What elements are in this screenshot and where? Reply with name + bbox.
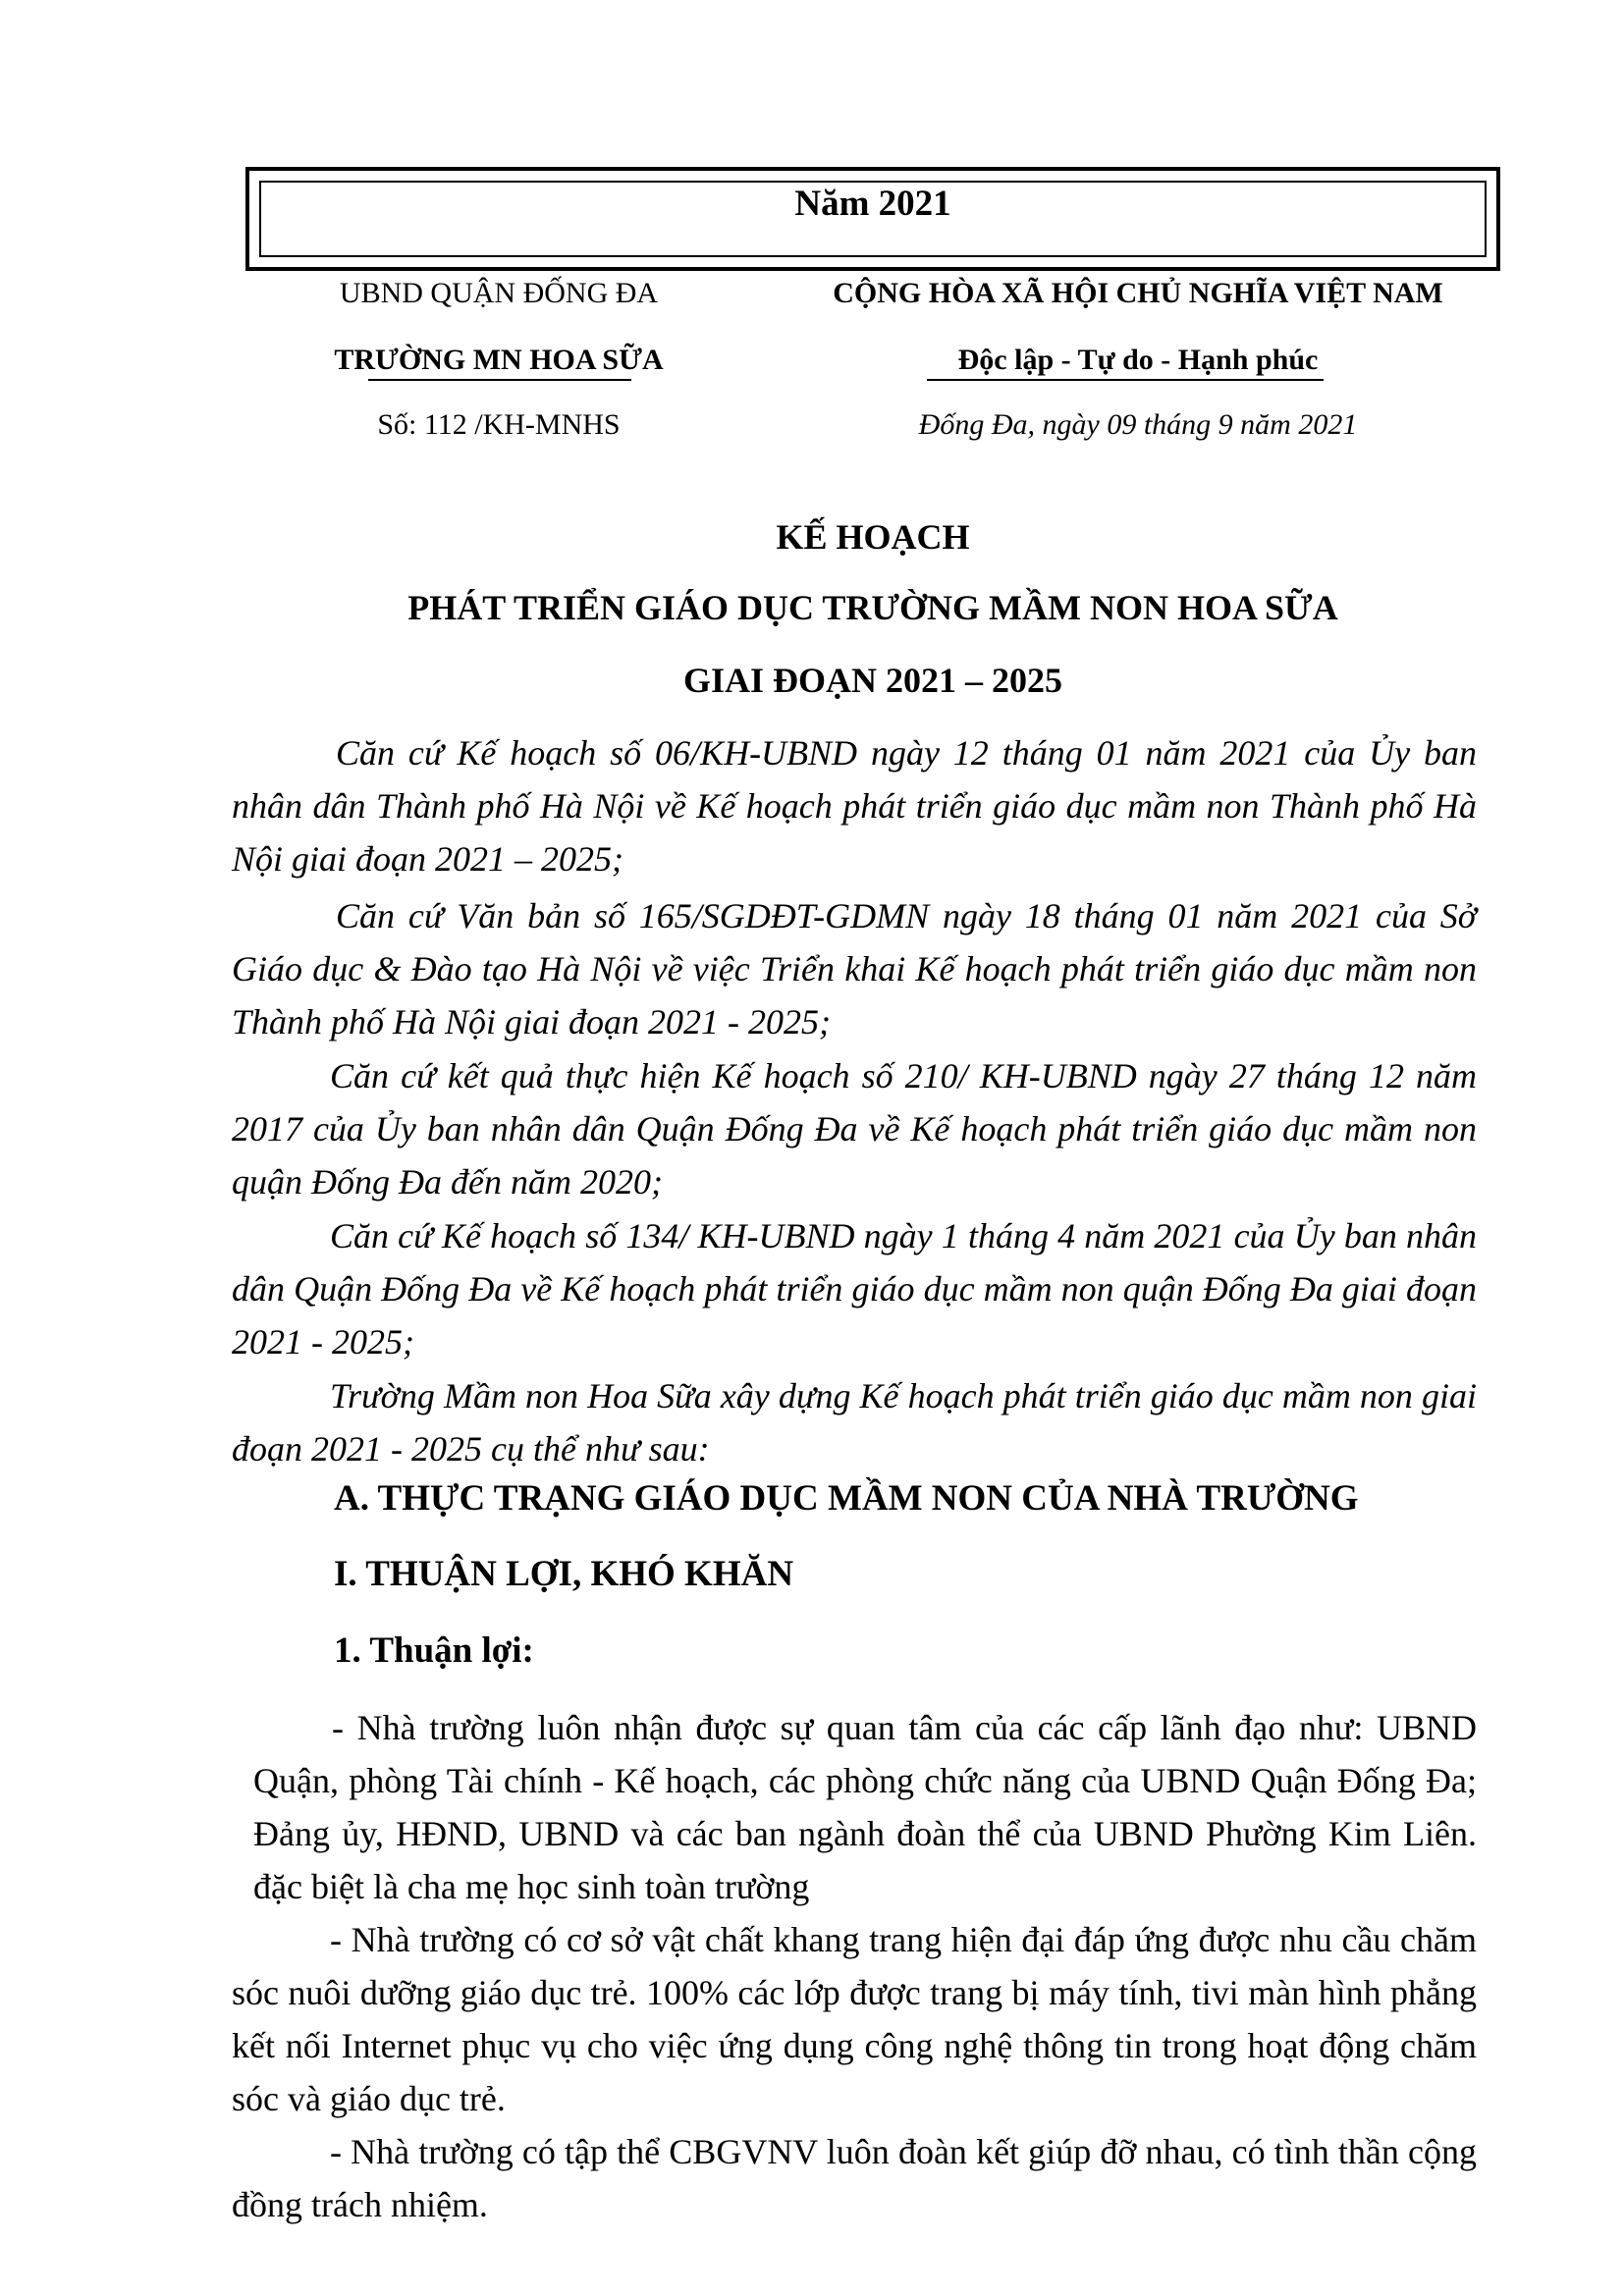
motto-underline [927, 379, 1324, 381]
basis-paragraph-1: Căn cứ Kế hoạch số 06/KH-UBND ngày 12 tháng 01 năm 2021 của Ủy ban nhân dân Thành phố Hà Nội về Kế hoạch phát triển giáo dục mầm non Thành phố Hà Nội giai đoạn 2021 – 2025; [232, 733, 1477, 879]
section-a-heading: A. THỰC TRẠNG GIÁO DỤC MẦM NON CỦA NHÀ TRƯỜNG [334, 1478, 1359, 1519]
basis-paragraph-5: Trường Mầm non Hoa Sữa xây dựng Kế hoạch phát triển giáo dục mầm non giai đoạn 2021 - 2025 cụ thể như sau: [232, 1376, 1477, 1468]
advantage-paragraph-1: - Nhà trường luôn nhận được sự quan tâm của các cấp lãnh đạo như: UBND Quận, phòng Tài chính - Kế hoạch, các phòng chức năng của UBND Quận Đống Đa; Đảng ủy, HĐND, UBND và các ban ngành đoàn thể của UBND Phường Kim Liên. đặc biệt là cha mẹ học sinh toàn trường [253, 1708, 1477, 1906]
org-name: UBND QUẬN ĐỐNG ĐA [339, 277, 659, 309]
plan-title: KẾ HOẠCH [776, 517, 970, 557]
year-banner [245, 167, 1500, 271]
basis-paragraph-4: Căn cứ Kế hoạch số 134/ KH-UBND ngày 1 tháng 4 năm 2021 của Ủy ban nhân dân Quận Đống Đa về Kế hoạch phát triển giáo dục mầm non quận Đống Đa giai đoạn 2021 - 2025; [232, 1216, 1477, 1362]
nation-name: CỘNG HÒA XÃ HỘI CHỦ NGHĨA VIỆT NAM [833, 277, 1443, 309]
section-i-heading: I. THUẬN LỢI, KHÓ KHĂN [334, 1554, 794, 1594]
plan-period: GIAI ĐOẠN 2021 – 2025 [682, 661, 1062, 700]
advantage-paragraph-3: - Nhà trường có tập thể CBGVNV luôn đoàn kết giúp đỡ nhau, có tình thần cộng đồng trách nhiệm. [232, 2132, 1477, 2224]
issue-date: Đống Đa, ngày 09 tháng 9 năm 2021 [918, 408, 1358, 441]
school-name: TRƯỜNG MN HOA SỮA [334, 344, 664, 376]
national-motto: Độc lập - Tự do - Hạnh phúc [957, 344, 1319, 376]
basis-paragraph-2: Căn cứ Văn bản số 165/SGDĐT-GDMN ngày 18 tháng 01 năm 2021 của Sở Giáo dục & Đào tạo Hà Nội về việc Triển khai Kế hoạch phát triển giáo dục mầm non Thành phố Hà Nội giai đoạn 2021 - 2025; [232, 896, 1477, 1041]
basis-paragraph-3: Căn cứ kết quả thực hiện Kế hoạch số 210/ KH-UBND ngày 27 tháng 12 năm 2017 của Ủy ban nhân dân Quận Đống Đa về Kế hoạch phát triển giáo dục mầm non quận Đống Đa đến năm 2020; [232, 1056, 1477, 1201]
subsection-1-heading: 1. Thuận lợi: [334, 1630, 534, 1671]
plan-subtitle: PHÁT TRIỂN GIÁO DỤC TRƯỜNG MẦM NON HOA SỮA [407, 588, 1338, 627]
document-number: Số: 112 /KH-MNHS [377, 408, 621, 441]
school-underline [368, 379, 631, 381]
advantage-paragraph-2: - Nhà trường có cơ sở vật chất khang trang hiện đại đáp ứng được nhu cầu chăm sóc nuôi dưỡng giáo dục trẻ. 100% các lớp được trang bị máy tính, tivi màn hình phẳng kết nối Internet phục vụ cho việc ứng dụng công nghệ thông tin trong hoạt động chăm sóc và giáo dục trẻ. [232, 1920, 1477, 2118]
year-title: Năm 2021 [794, 184, 951, 224]
